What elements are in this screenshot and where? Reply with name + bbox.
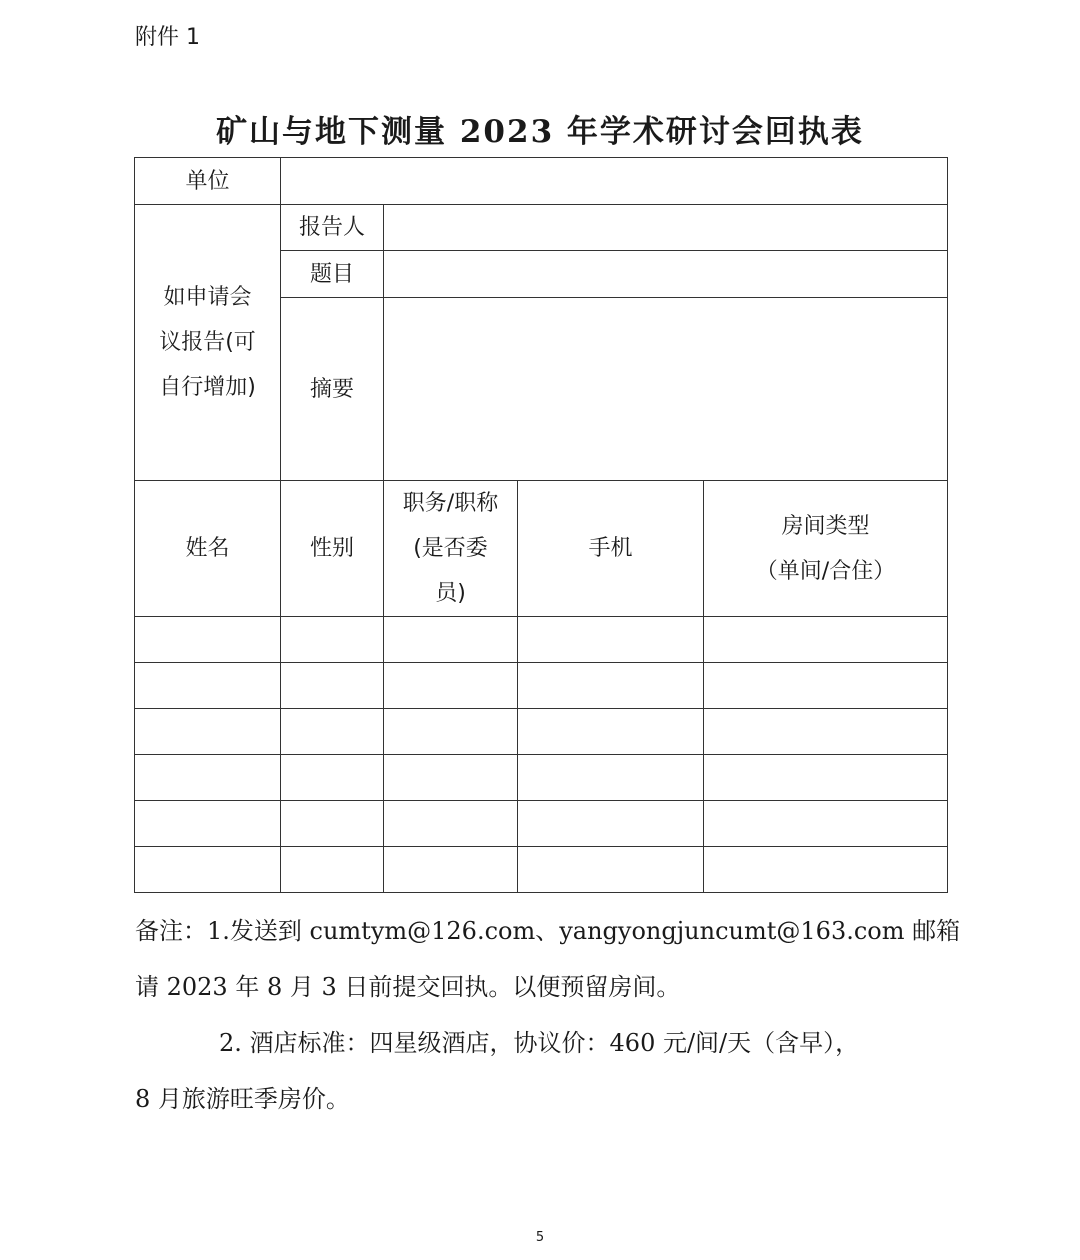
attendee-position-cell[interactable]: [384, 617, 518, 663]
report-section-label: [135, 205, 281, 481]
registration-form-table: [134, 157, 948, 893]
column-header-position-line: 职务/职称: [402, 491, 499, 516]
attendee-phone-cell[interactable]: [518, 755, 704, 801]
attendee-phone-cell[interactable]: [518, 709, 704, 755]
attendee-name-cell[interactable]: [135, 801, 281, 847]
unit-row: [135, 158, 948, 205]
attendee-name-cell[interactable]: [135, 663, 281, 709]
attendee-room-cell[interactable]: [704, 663, 948, 709]
attendee-row: [135, 663, 948, 709]
attendee-name-cell[interactable]: [135, 755, 281, 801]
attendee-name-cell[interactable]: [135, 709, 281, 755]
reporter-field[interactable]: [384, 205, 948, 251]
attendee-rows: [135, 617, 948, 893]
column-header-position-line: (是否委: [413, 536, 488, 561]
note-line: 请 2023 年 8 月 3 日前提交回执。以便预留房间。: [135, 973, 681, 1001]
topic-label: 题目: [281, 251, 384, 298]
column-header-phone: 手机: [518, 481, 704, 617]
attendee-gender-cell[interactable]: [281, 709, 384, 755]
attendee-position-cell[interactable]: [384, 663, 518, 709]
attendee-gender-cell[interactable]: [281, 755, 384, 801]
attendee-gender-cell[interactable]: [281, 801, 384, 847]
attendee-room-cell[interactable]: [704, 617, 948, 663]
column-header-row: [135, 481, 948, 617]
unit-label: 单位: [135, 158, 281, 205]
attendee-position-cell[interactable]: [384, 847, 518, 893]
attendee-row: [135, 755, 948, 801]
attendee-position-cell[interactable]: [384, 801, 518, 847]
attendee-room-cell[interactable]: [704, 755, 948, 801]
attendee-name-cell[interactable]: [135, 617, 281, 663]
attendee-room-cell[interactable]: [704, 801, 948, 847]
column-header-position-line: 员): [435, 581, 466, 606]
page-number: 5: [535, 1230, 545, 1245]
attendee-gender-cell[interactable]: [281, 663, 384, 709]
note-line: 备注：1.发送到 cumtym@126.com、yangyongjuncumt@163.com 邮箱: [135, 917, 961, 945]
report-section-label-line: 如申请会: [163, 285, 252, 310]
attendee-position-cell[interactable]: [384, 755, 518, 801]
attendee-row: [135, 709, 948, 755]
reporter-label: 报告人: [281, 205, 384, 251]
abstract-field[interactable]: [384, 298, 948, 481]
attachment-label: 附件 1: [135, 25, 200, 50]
topic-field[interactable]: [384, 251, 948, 298]
unit-field[interactable]: [281, 158, 948, 205]
attendee-room-cell[interactable]: [704, 709, 948, 755]
attendee-row: [135, 847, 948, 893]
abstract-label: 摘要: [281, 298, 384, 481]
notes-section: [135, 903, 965, 1127]
attendee-phone-cell[interactable]: [518, 847, 704, 893]
column-header-name: 姓名: [135, 481, 281, 617]
attendee-gender-cell[interactable]: [281, 617, 384, 663]
attendee-row: [135, 617, 948, 663]
attendee-position-cell[interactable]: [384, 709, 518, 755]
attendee-name-cell[interactable]: [135, 847, 281, 893]
attendee-phone-cell[interactable]: [518, 663, 704, 709]
report-section-label-line: 议报告(可: [159, 330, 256, 355]
note-line: 8 月旅游旺季房价。: [135, 1085, 350, 1113]
column-header-room: [704, 481, 948, 617]
column-header-gender: 性别: [281, 481, 384, 617]
attendee-gender-cell[interactable]: [281, 847, 384, 893]
attendee-phone-cell[interactable]: [518, 801, 704, 847]
attendee-room-cell[interactable]: [704, 847, 948, 893]
attendee-phone-cell[interactable]: [518, 617, 704, 663]
column-header-room-line: （单间/合住）: [755, 558, 896, 584]
column-header-position: [384, 481, 518, 617]
attendee-row: [135, 801, 948, 847]
reporter-row: [135, 205, 948, 251]
report-section-label-line: 自行增加): [159, 375, 256, 400]
document-title: 矿山与地下测量 2023 年学术研讨会回执表: [216, 114, 864, 150]
column-header-room-line: 房间类型: [781, 513, 870, 539]
note-line: 2. 酒店标准：四星级酒店，协议价：460 元/间/天（含早），: [219, 1029, 860, 1057]
